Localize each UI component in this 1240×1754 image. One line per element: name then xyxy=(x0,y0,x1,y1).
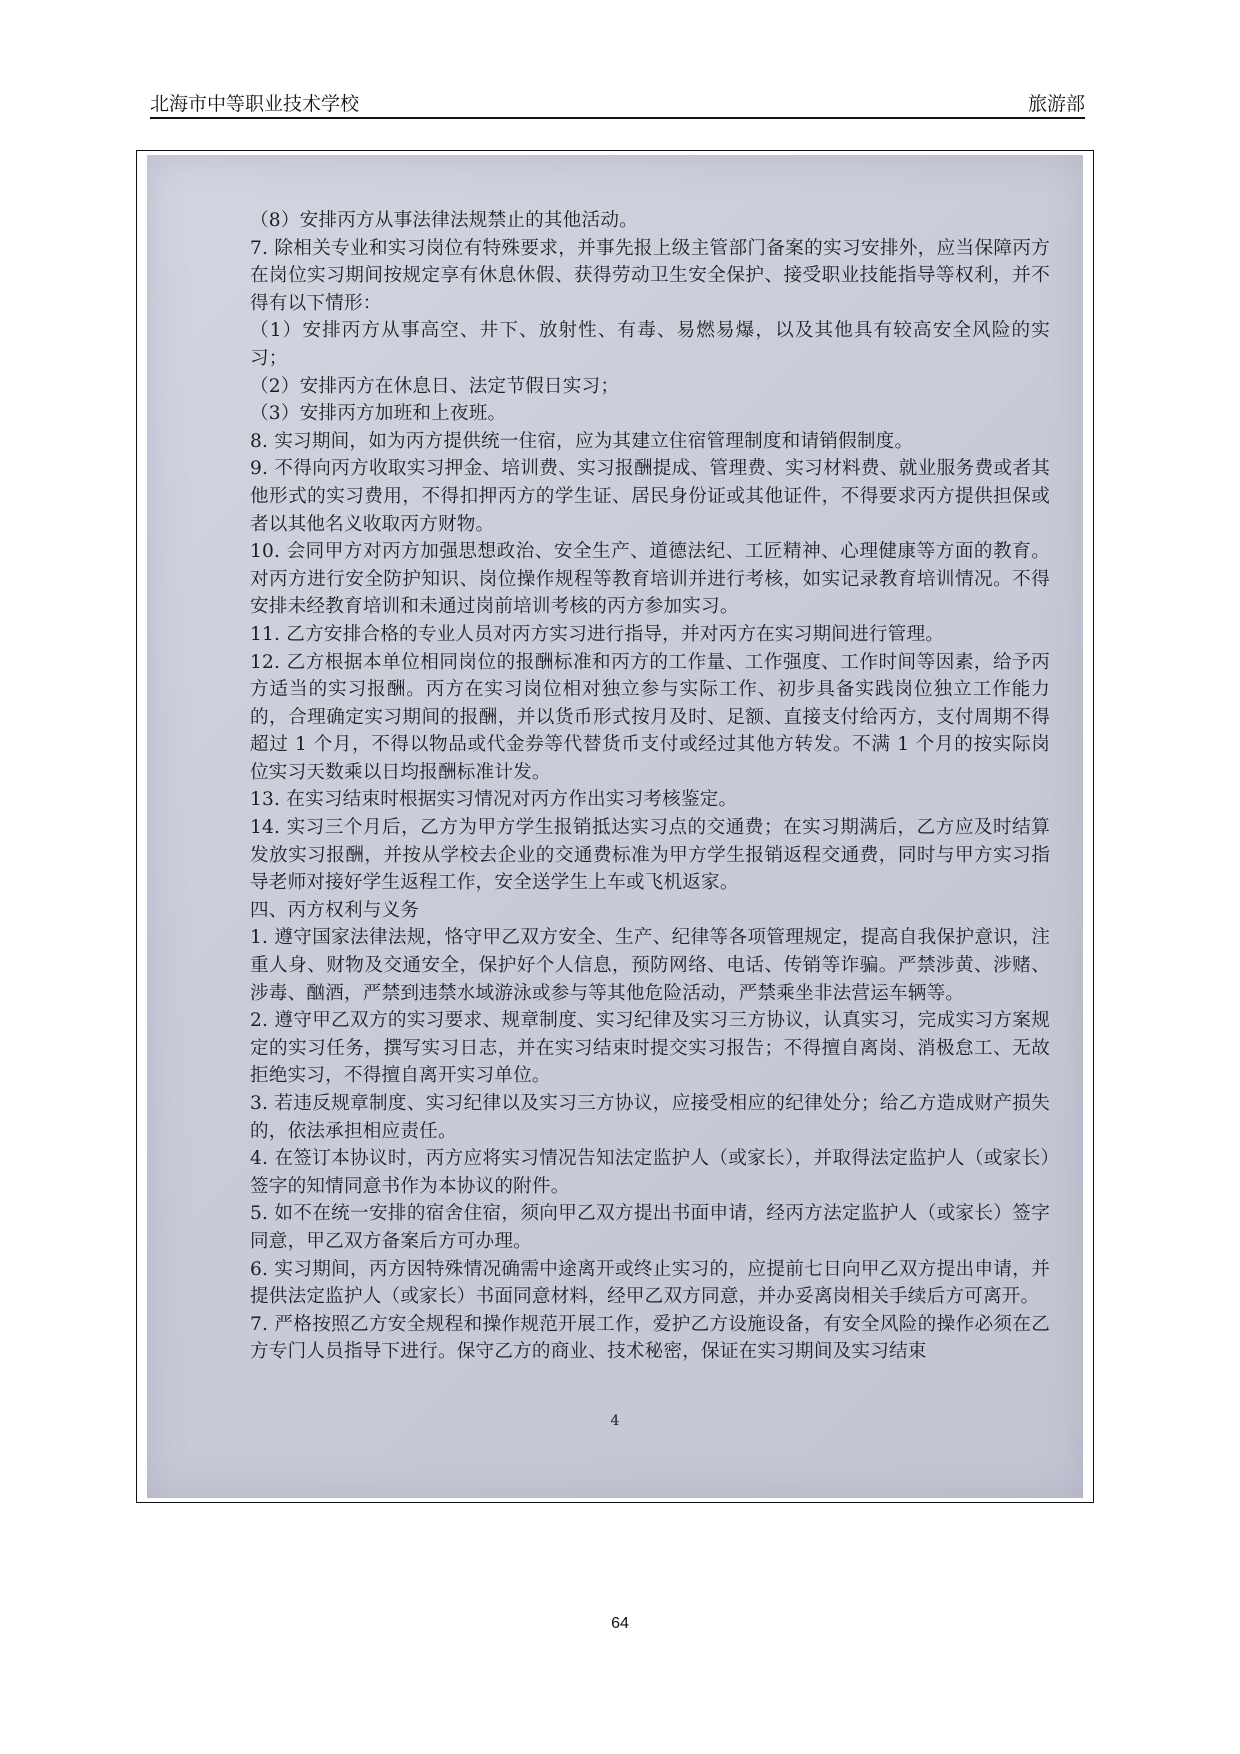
paragraph: 8. 实习期间，如为丙方提供统一住宿，应为其建立住宿管理制度和请销假制度。 xyxy=(250,430,914,452)
paragraph: 5. 如不在统一安排的宿舍住宿，须向甲乙双方提出书面申请，经丙方法定监护人（或家长）签字同意，甲乙双方备案后方可办理。 xyxy=(250,1203,1050,1252)
header-rule xyxy=(150,117,1085,119)
paragraph: （1）安排丙方从事高空、井下、放射性、有毒、易燃易爆，以及其他具有较高安全风险的实习； xyxy=(250,320,1050,369)
paragraph: 3. 若违反规章制度、实习纪律以及实习三方协议，应接受相应的纪律处分；给乙方造成财产损失的，依法承担相应责任。 xyxy=(250,1093,1050,1142)
paragraph: （2）安排丙方在休息日、法定节假日实习； xyxy=(250,375,620,397)
paragraph: 10. 会同甲方对丙方加强思想政治、安全生产、道德法纪、工匠精神、心理健康等方面的教育。对丙方进行安全防护知识、岗位操作规程等教育培训并进行考核，如实记录教育培训情况。不得安排未经教育培训和未通过岗前培训考核的丙方参加实习。 xyxy=(250,541,1050,618)
paragraph: （3）安排丙方加班和上夜班。 xyxy=(250,403,507,425)
paragraph: 2. 遵守甲乙双方的实习要求、规章制度、实习纪律及实习三方协议，认真实习，完成实习方案规定的实习任务，撰写实习日志，并在实习结束时提交实习报告；不得擅自离岗、消极怠工、无故拒绝实习，不得擅自离开实习单位。 xyxy=(250,1010,1050,1087)
paragraph: 7. 严格按照乙方安全规程和操作规范开展工作，爱护乙方设施设备，有安全风险的操作必须在乙方专门人员指导下进行。保守乙方的商业、技术秘密，保证在实习期间及实习结束 xyxy=(250,1313,1050,1363)
paragraph: 11. 乙方安排合格的专业人员对丙方实习进行指导，并对丙方在实习期间进行管理。 xyxy=(250,623,945,645)
paragraph: 14. 实习三个月后，乙方为甲方学生报销抵达实习点的交通费；在实习期满后，乙方应及时结算发放实习报酬，并按从学校去企业的交通费标准为甲方学生报销返程交通费，同时与甲方实习指导老师对接好学生返程工作，安全送学生上车或飞机返家。 xyxy=(250,817,1050,894)
paragraph: 13. 在实习结束时根据实习情况对丙方作出实习考核鉴定。 xyxy=(250,789,738,811)
department-name: 旅游部 xyxy=(1027,93,1085,115)
page-number: 64 xyxy=(611,1615,629,1632)
page-header xyxy=(150,86,1085,116)
scanned-text-body xyxy=(250,207,1050,1366)
paragraph: 4. 在签订本协议时，丙方应将实习情况告知法定监护人（或家长），并取得法定监护人（或家长）签字的知情同意书作为本协议的附件。 xyxy=(250,1148,1050,1197)
paragraph: 9. 不得向丙方收取实习押金、培训费、实习报酬提成、管理费、实习材料费、就业服务费或者其他形式的实习费用，不得扣押丙方的学生证、居民身份证或其他证件，不得要求丙方提供担保或者以其他名义收取丙方财物。 xyxy=(250,458,1050,535)
paragraph: 7. 除相关专业和实习岗位有特殊要求，并事先报上级主管部门备案的实习安排外，应当保障丙方在岗位实习期间按规定享有休息休假、获得劳动卫生安全保护、接受职业技能指导等权利，并不得有以下情形： xyxy=(250,237,1050,314)
paragraph: 1. 遵守国家法律法规，恪守甲乙双方安全、生产、纪律等各项管理规定，提高自我保护意识，注重人身、财物及交通安全，保护好个人信息，预防网络、电话、传销等诈骗。严禁涉黄、涉赌、涉毒、酗酒，严禁到违禁水域游泳或参与等其他危险活动，严禁乘坐非法营运车辆等。 xyxy=(250,927,1050,1004)
paragraph: 12. 乙方根据本单位相同岗位的报酬标准和丙方的工作量、工作强度、工作时间等因素，给予丙方适当的实习报酬。丙方在实习岗位相对独立参与实际工作、初步具备实践岗位独立工作能力的，合理确定实习期间的报酬，并以货币形式按月及时、足额、直接支付给丙方，支付周期不得超过 1 个月，不得以物品或代金券等代替货币支付或经过其他方转发。不满 1 个月的按实际岗位实习天数乘以日均报酬标准计发。 xyxy=(250,651,1050,783)
school-name: 北海市中等职业技术学校 xyxy=(150,93,360,115)
section-heading: 四、丙方权利与义务 xyxy=(250,899,420,921)
paragraph: 6. 实习期间，丙方因特殊情况确需中途离开或终止实习的，应提前七日向甲乙双方提出申请，并提供法定监护人（或家长）书面同意材料，经甲乙双方同意，并办妥离岗相关手续后方可离开。 xyxy=(250,1258,1050,1308)
paragraph: （8）安排丙方从事法律法规禁止的其他活动。 xyxy=(250,210,638,231)
scanned-page-number: 4 xyxy=(610,1413,620,1429)
scanned-page-photo xyxy=(147,155,1083,1498)
